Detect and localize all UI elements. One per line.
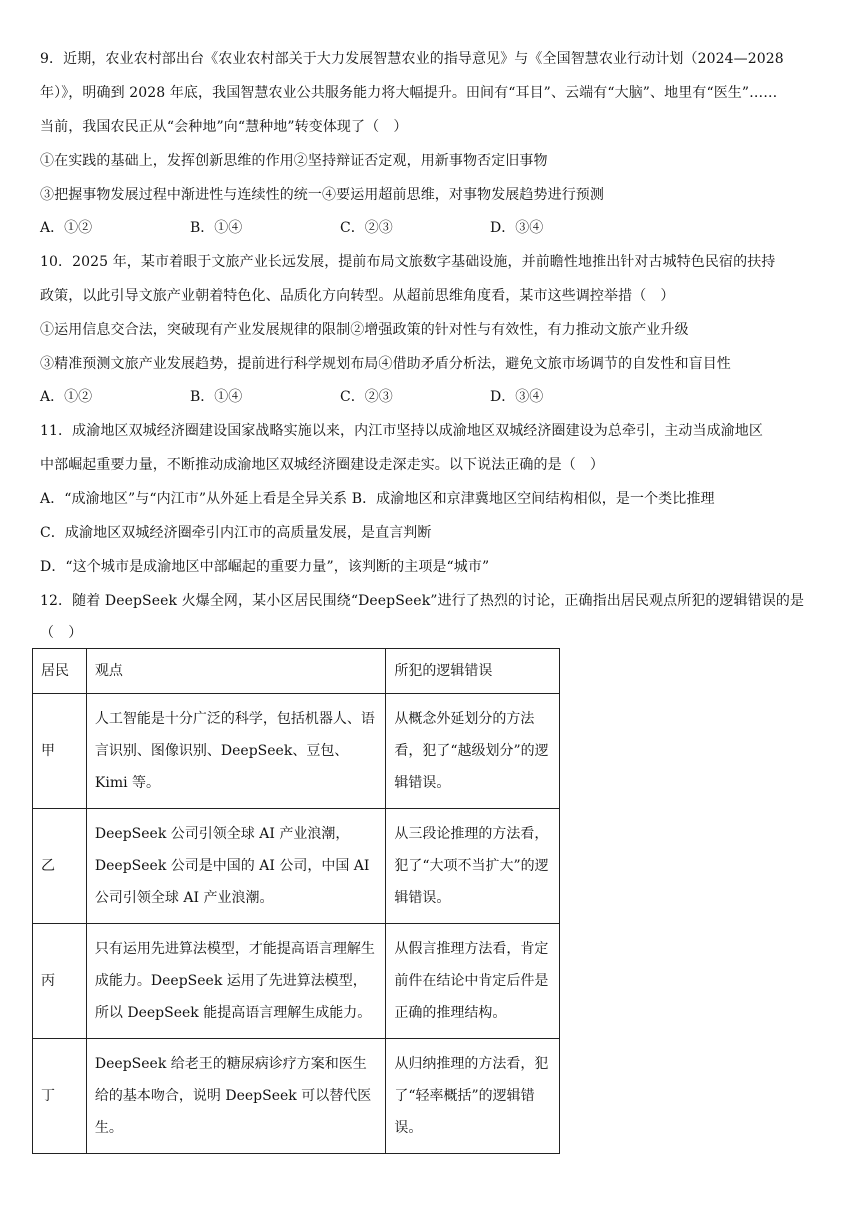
q10-stem-line-1: 10．2025 年，某市着眼于文旅产业长远发展，提前布局文旅数字基础设施，并前瞻性地推出针对古城特色民宿的扶持 bbox=[40, 254, 776, 270]
q9-statement-line-2: ③把握事物发展过程中渐进性与连续性的统一④要运用超前思维，对事物发展趋势进行预测 bbox=[40, 187, 604, 203]
error-cell: 从归纳推理的方法看，犯了“轻率概括”的逻辑错误。 bbox=[386, 1039, 560, 1154]
q10-option-a[interactable]: A．①② bbox=[40, 389, 93, 405]
header-resident: 居民 bbox=[33, 649, 87, 694]
q9-stem-line-2: 年）》，明确到 2028 年底，我国智慧农业公共服务能力将大幅提升。田间有“耳目”、云端有“大脑”、地里有“医生”…… bbox=[40, 85, 778, 101]
header-view: 观点 bbox=[86, 649, 385, 694]
error-cell: 从三段论推理的方法看，犯了“大项不当扩大”的逻辑错误。 bbox=[386, 809, 560, 924]
error-cell: 从假言推理方法看，肯定前件在结论中肯定后件是正确的推理结构。 bbox=[386, 924, 560, 1039]
table-header-row bbox=[33, 649, 560, 694]
q10-statement-line-1: ①运用信息交合法，突破现有产业发展规律的限制②增强政策的针对性与有效性，有力推动文旅产业升级 bbox=[40, 322, 689, 338]
q11-option-a-b[interactable]: A．“成渝地区”与“内江市”从外延上看是全异关系 B．成渝地区和京津冀地区空间结构相似，是一个类比推理 bbox=[40, 491, 715, 507]
table-row bbox=[33, 924, 560, 1039]
q9-option-b[interactable]: B．①④ bbox=[190, 220, 243, 236]
q9-stem-line-1: 9．近期，农业农村部出台《农业农村部关于大力发展智慧农业的指导意见》与《全国智慧农业行动计划（2024—2028 bbox=[40, 51, 784, 67]
q9-option-a[interactable]: A．①② bbox=[40, 220, 93, 236]
table-row bbox=[33, 809, 560, 924]
view-cell: DeepSeek 给老王的糖尿病诊疗方案和医生给的基本吻合，说明 DeepSeek 可以替代医生。 bbox=[86, 1039, 385, 1154]
q10-statement-line-2: ③精准预测文旅产业发展趋势，提前进行科学规划布局④借助矛盾分析法，避免文旅市场调节的自发性和盲目性 bbox=[40, 356, 731, 372]
q9-statement-line-1: ①在实践的基础上，发挥创新思维的作用②坚持辩证否定观，用新事物否定旧事物 bbox=[40, 153, 548, 169]
view-cell: 人工智能是十分广泛的科学，包括机器人、语言识别、图像识别、DeepSeek、豆包、Kimi 等。 bbox=[86, 694, 385, 809]
q9-option-d[interactable]: D．③④ bbox=[490, 220, 544, 236]
q10-stem-line-2: 政策，以此引导文旅产业朝着特色化、品质化方向转型。从超前思维角度看，某市这些调控举措（ ） bbox=[40, 288, 675, 304]
resident-cell: 丁 bbox=[33, 1039, 87, 1154]
table-row bbox=[33, 1039, 560, 1154]
q9-options bbox=[40, 219, 640, 237]
error-cell: 从概念外延划分的方法看，犯了“越级划分”的逻辑错误。 bbox=[386, 694, 560, 809]
q10-option-c[interactable]: C．②③ bbox=[340, 389, 393, 405]
q11-stem-line-1: 11．成渝地区双城经济圈建设国家战略实施以来，内江市坚持以成渝地区双城经济圈建设为总牵引，主动当成渝地区 bbox=[40, 423, 764, 439]
q12-stem-line-1: 12．随着 DeepSeek 火爆全网，某小区居民围绕“DeepSeek”进行了热烈的讨论，正确指出居民观点所犯的逻辑错误的是 bbox=[40, 593, 805, 609]
resident-cell: 丙 bbox=[33, 924, 87, 1039]
header-error: 所犯的逻辑错误 bbox=[386, 649, 560, 694]
view-cell: 只有运用先进算法模型，才能提高语言理解生成能力。DeepSeek 运用了先进算法模型，所以 DeepSeek 能提高语言理解生成能力。 bbox=[86, 924, 385, 1039]
resident-cell: 乙 bbox=[33, 809, 87, 924]
resident-cell: 甲 bbox=[33, 694, 87, 809]
q10-option-d[interactable]: D．③④ bbox=[490, 389, 544, 405]
q9-option-c[interactable]: C．②③ bbox=[340, 220, 393, 236]
q10-options bbox=[40, 388, 640, 406]
q12-stem-line-2: （ ） bbox=[40, 625, 83, 641]
q10-option-b[interactable]: B．①④ bbox=[190, 389, 243, 405]
q11-option-d[interactable]: D．“这个城市是成渝地区中部崛起的重要力量”，该判断的主项是“城市” bbox=[40, 559, 490, 575]
view-cell: DeepSeek 公司引领全球 AI 产业浪潮，DeepSeek 公司是中国的 AI 公司，中国 AI 公司引领全球 AI 产业浪潮。 bbox=[86, 809, 385, 924]
q12-table bbox=[32, 648, 560, 1154]
q11-option-c[interactable]: C．成渝地区双城经济圈牵引内江市的高质量发展，是直言判断 bbox=[40, 525, 432, 541]
table-row bbox=[33, 694, 560, 809]
q9-stem-line-3: 当前，我国农民正从“会种地”向“慧种地”转变体现了（ ） bbox=[40, 119, 408, 135]
q11-stem-line-2: 中部崛起重要力量，不断推动成渝地区双城经济圈建设走深走实。以下说法正确的是（ ） bbox=[40, 457, 604, 473]
